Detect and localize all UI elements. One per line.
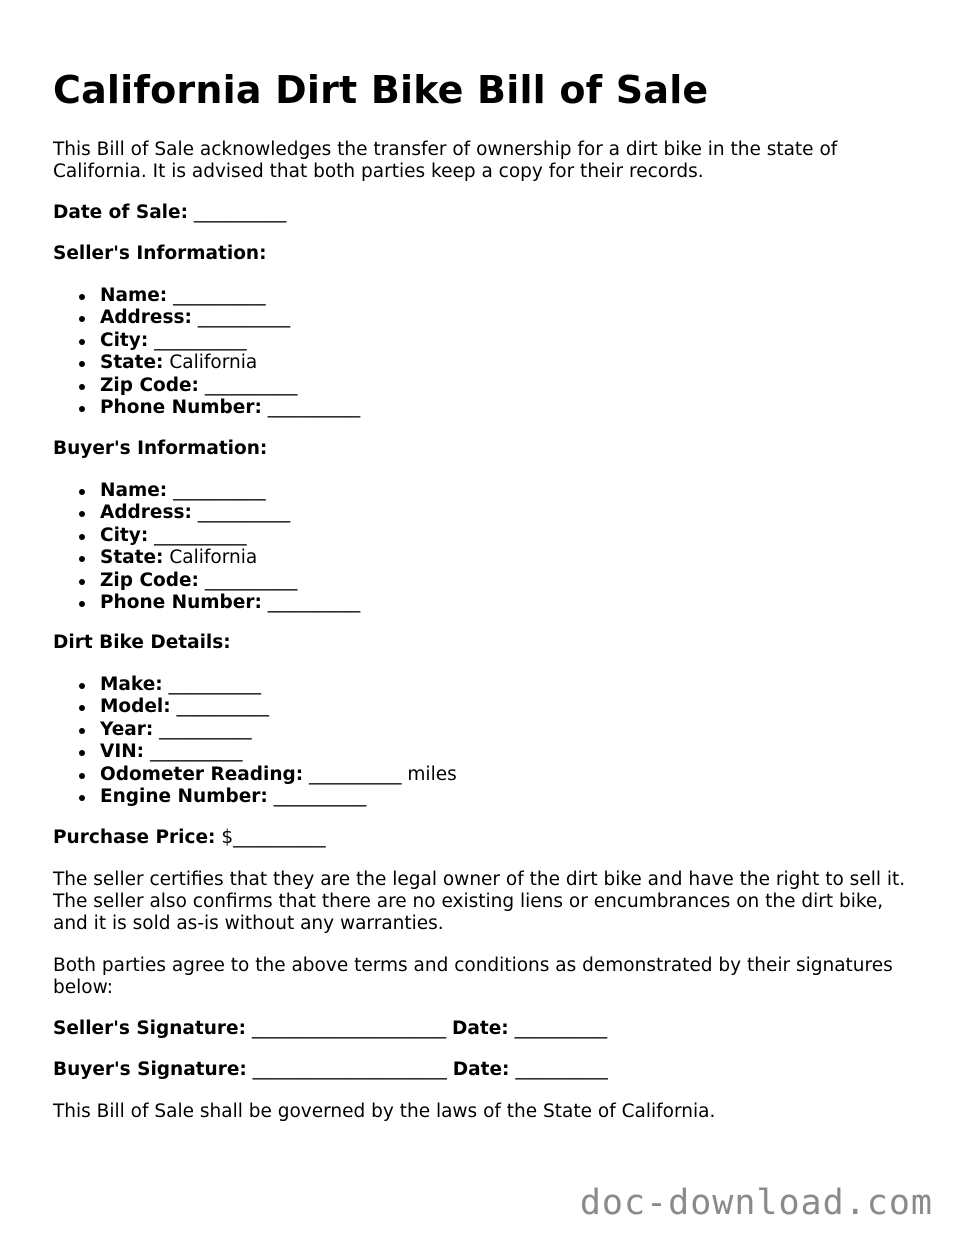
buyer-zip-value: __________ bbox=[204, 569, 298, 591]
list-item bbox=[53, 570, 360, 592]
buyer-signature-blank: _____________________ bbox=[252, 1059, 447, 1080]
purchase-price bbox=[53, 827, 913, 849]
certification-paragraph: The seller certifies that they are the legal owner of the dirt bike and have the right to sell it. The seller also confirms that there are no existing liens or encumbrances on the dirt bike, and it is sold as-is without any warranties. bbox=[53, 869, 906, 934]
list-item bbox=[53, 502, 360, 524]
list-item bbox=[53, 764, 457, 786]
list-item bbox=[53, 525, 360, 547]
buyer-zip-label: Zip Code: bbox=[100, 569, 199, 591]
agreement-paragraph: Both parties agree to the above terms and conditions as demonstrated by their signatures below: bbox=[53, 955, 893, 998]
seller-state-label: State: bbox=[100, 352, 164, 374]
list-item bbox=[53, 352, 360, 374]
buyer-state-label: State: bbox=[100, 547, 164, 569]
buyer-address-value: __________ bbox=[197, 502, 291, 524]
seller-name-label: Name: bbox=[100, 285, 168, 306]
list-item bbox=[53, 786, 457, 808]
list-item bbox=[53, 375, 360, 397]
list-item bbox=[53, 719, 457, 741]
seller-state-value: California bbox=[169, 352, 258, 374]
bike-details-heading: Dirt Bike Details: bbox=[53, 632, 231, 653]
bike-make-value: __________ bbox=[168, 674, 262, 695]
intro-paragraph: This Bill of Sale acknowledges the transfer of ownership for a dirt bike in the state of California. It is advised that both parties keep a copy for their records. bbox=[53, 139, 838, 182]
bike-odometer-value: __________ miles bbox=[309, 763, 457, 785]
buyer-state-value: California bbox=[169, 547, 258, 569]
bike-vin-value: __________ bbox=[149, 741, 243, 763]
list-item bbox=[53, 674, 457, 696]
list-item bbox=[53, 547, 360, 569]
list-item bbox=[53, 397, 360, 419]
buyer-city-label: City: bbox=[100, 524, 149, 546]
buyer-date-label: Date: bbox=[452, 1059, 510, 1080]
bike-year-label: Year: bbox=[100, 718, 154, 740]
seller-name-value: __________ bbox=[173, 285, 266, 306]
watermark-text: doc-download.com bbox=[579, 1183, 933, 1223]
seller-info-list bbox=[53, 285, 360, 419]
seller-date-blank: __________ bbox=[514, 1018, 608, 1039]
seller-zip-value: __________ bbox=[204, 374, 298, 396]
seller-signature-blank: _____________________ bbox=[251, 1018, 447, 1039]
buyer-signature-label: Buyer's Signature: bbox=[53, 1059, 247, 1080]
seller-address-label: Address: bbox=[100, 307, 192, 329]
seller-zip-label: Zip Code: bbox=[100, 374, 199, 396]
bike-vin-label: VIN: bbox=[100, 741, 145, 763]
buyer-phone-value: __________ bbox=[267, 592, 361, 614]
bike-make-label: Make: bbox=[100, 674, 163, 695]
buyer-info-list bbox=[53, 480, 360, 614]
bike-model-label: Model: bbox=[100, 696, 171, 718]
seller-signature-label: Seller's Signature: bbox=[53, 1018, 246, 1039]
seller-phone-label: Phone Number: bbox=[100, 397, 262, 419]
buyer-date-blank: __________ bbox=[515, 1059, 608, 1080]
buyer-signature-line bbox=[53, 1059, 913, 1081]
buyer-phone-label: Phone Number: bbox=[100, 592, 262, 614]
date-of-sale-value: __________ bbox=[193, 202, 287, 223]
list-item bbox=[53, 696, 457, 718]
list-item bbox=[53, 330, 360, 352]
buyer-name-label: Name: bbox=[100, 480, 168, 501]
list-item bbox=[53, 480, 360, 502]
list-item bbox=[53, 741, 457, 763]
seller-city-value: __________ bbox=[154, 329, 247, 351]
bike-year-value: __________ bbox=[159, 718, 252, 740]
governing-law-paragraph: This Bill of Sale shall be governed by the laws of the State of California. bbox=[53, 1101, 716, 1122]
bike-engine-value: __________ bbox=[273, 786, 367, 808]
seller-city-label: City: bbox=[100, 329, 149, 351]
bike-odometer-label: Odometer Reading: bbox=[100, 763, 304, 785]
purchase-price-label: Purchase Price: bbox=[53, 827, 216, 848]
bike-details-list bbox=[53, 674, 457, 808]
buyer-name-value: __________ bbox=[173, 480, 266, 501]
buyer-address-label: Address: bbox=[100, 502, 192, 524]
seller-address-value: __________ bbox=[197, 307, 291, 329]
seller-heading: Seller's Information: bbox=[53, 243, 267, 264]
buyer-city-value: __________ bbox=[154, 524, 247, 546]
list-item bbox=[53, 285, 360, 307]
bike-engine-label: Engine Number: bbox=[100, 786, 268, 808]
buyer-heading: Buyer's Information: bbox=[53, 438, 268, 459]
date-of-sale bbox=[53, 202, 913, 224]
date-of-sale-label: Date of Sale: bbox=[53, 202, 188, 223]
seller-date-label: Date: bbox=[452, 1018, 509, 1039]
seller-phone-value: __________ bbox=[267, 397, 361, 419]
list-item bbox=[53, 592, 360, 614]
list-item bbox=[53, 307, 360, 329]
bike-model-value: __________ bbox=[176, 696, 270, 718]
seller-signature-line bbox=[53, 1018, 913, 1040]
purchase-price-value: $__________ bbox=[221, 827, 326, 848]
page-title: California Dirt Bike Bill of Sale bbox=[53, 68, 709, 112]
